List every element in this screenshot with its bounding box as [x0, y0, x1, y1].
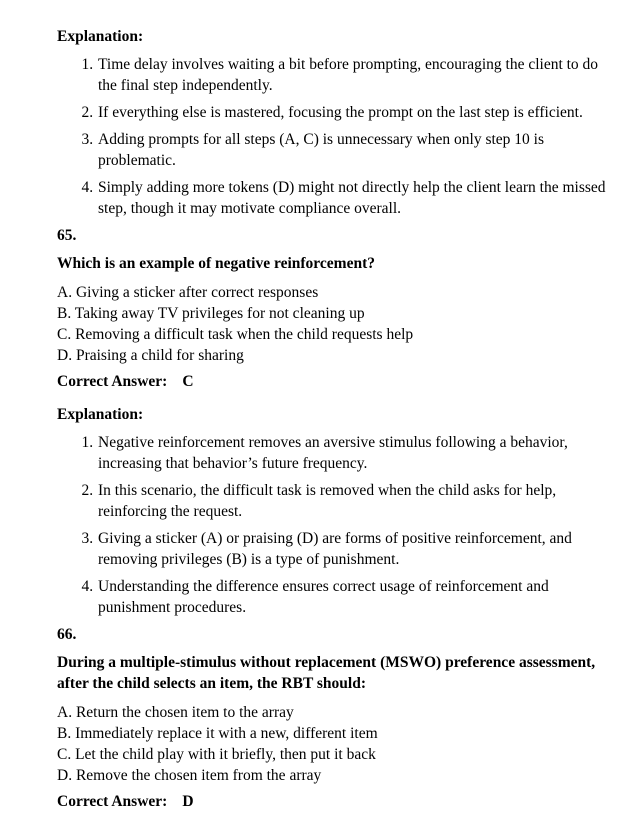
- question-66-section: [57, 624, 615, 812]
- answer-option: B. Immediately replace it with a new, different item: [57, 725, 378, 742]
- explanation-point: 1. Negative reinforcement removes an aversive stimulus following a behavior, increasing that behavior’s future frequency.: [97, 432, 615, 474]
- correct-answer-value: C: [182, 373, 194, 390]
- explanation-point: 3. Giving a sticker (A) or praising (D) are forms of positive reinforcement, and removing privileges (B) is a type of punishment.: [97, 528, 615, 570]
- correct-answer-line: [57, 791, 615, 812]
- explanation-heading: Explanation:: [57, 406, 144, 423]
- answer-option: D. Remove the chosen item from the array: [57, 767, 322, 784]
- answer-option: B. Taking away TV privileges for not cleaning up: [57, 305, 365, 322]
- explanation-point: 1. Time delay involves waiting a bit before prompting, encouraging the client to do the final step independently.: [97, 54, 615, 96]
- answer-option: A. Giving a sticker after correct responses: [57, 284, 319, 301]
- question-64-explanation-section: [57, 26, 615, 219]
- answer-option: C. Removing a difficult task when the child requests help: [57, 326, 414, 343]
- question-text: Which is an example of negative reinforcement?: [57, 255, 375, 272]
- answer-options: [57, 702, 615, 786]
- answer-option: D. Praising a child for sharing: [57, 347, 244, 364]
- question-number: 66.: [57, 626, 77, 643]
- explanation-point: 4. Simply adding more tokens (D) might not directly help the client learn the missed step, though it may motivate compliance overall.: [97, 177, 615, 219]
- explanation-point: 2. In this scenario, the difficult task is removed when the child asks for help, reinforcing the request.: [97, 480, 615, 522]
- explanation-list: [57, 432, 615, 618]
- answer-option: A. Return the chosen item to the array: [57, 704, 294, 721]
- explanation-heading: Explanation:: [57, 28, 144, 45]
- question-number: 65.: [57, 227, 77, 244]
- correct-answer-value: D: [182, 793, 194, 810]
- correct-answer-line: [57, 371, 615, 392]
- explanation-point: 2. If everything else is mastered, focusing the prompt on the last step is efficient.: [97, 102, 615, 123]
- answer-option: C. Let the child play with it briefly, then put it back: [57, 746, 376, 763]
- question-65-section: [57, 225, 615, 618]
- answer-options: [57, 282, 615, 366]
- explanation-point: 4. Understanding the difference ensures correct usage of reinforcement and punishment procedures.: [97, 576, 615, 618]
- explanation-point: 3. Adding prompts for all steps (A, C) is unnecessary when only step 10 is problematic.: [97, 129, 615, 171]
- question-text: During a multiple-stimulus without replacement (MSWO) preference assessment, after the child selects an item, the RBT should:: [57, 654, 596, 692]
- explanation-list: [57, 54, 615, 219]
- correct-answer-label: Correct Answer:: [57, 373, 168, 390]
- correct-answer-label: Correct Answer:: [57, 793, 168, 810]
